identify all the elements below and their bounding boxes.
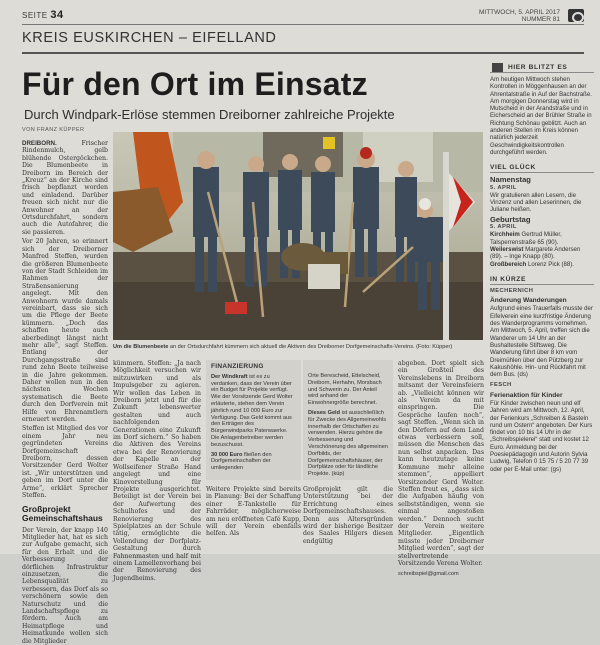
- issue-line: NUMMER 81: [479, 16, 560, 23]
- brief-text: Aufgrund eines Trauerfalls musste der Eifelverein eine kurzfristige Änderung des Wanderprogramms vornehmen. Am Mittwoch, 5. April, treffen sich die Wanderer um 14 Uhr an der Bushaltestelle Stiftsweg. Die Wanderung führt über 8 km vom Dreimühlen über den Pützberg zur Kakushöhle. Hin- und Rückfahrt mit dem Bus. (ds): [490, 305, 594, 378]
- birthday-item: [490, 261, 594, 268]
- masthead-divider: [22, 24, 584, 25]
- congratulations-box: [490, 162, 594, 268]
- speed-camera-title: HIER BLITZT ES: [508, 64, 567, 71]
- paragraph: abgeben. Dort spielt sich ein Großteil des Vereinslebens in Dreiborn mitsamt der Vereinsfeiern ab. „Vielleicht können wir als Verein da mit einspringen. Die Gespräche laufen noch“, sagt Steffen. „Wenn sich in den Dörfern auf dem Land etwas verbessern soll, müssen die Menschen das nun selbst anpacken. Das kann heutzutage keine Kommune mehr alleine stemmen“, appelliert Vorsitzender Gerd Wolter. Steffen freut es, „dass sich die Aufgaben häufig von selbstständigen, wenn sie einmal angestoßen werden.“ Dennoch sucht der Verein weitere Mitglieder. „Eigentlich müsste jeder Dreiborner Mitglied werden“, sagt der stellvertretende Vorsitzende Verena Wolter.: [398, 360, 484, 567]
- birthday-place: Weilerswist: [490, 246, 523, 253]
- article-column-5: [398, 360, 484, 550]
- brief-place: FESCH: [490, 382, 594, 389]
- caption-bold: Um die Blumenbeete: [113, 344, 168, 350]
- lead-paragraph: Frischer Rindenmulch, gelb blühende Ostergöckchen. Die Blumenbeete in Dreiborn im Bereich der „Kreuz“ an der Kirche sind frisch bepflanzt worden und einladend. Darüber freuen sich nicht nur die Anwohner an der Ortsdurchfahrt, sondern auch die Autofahrer, die sie passieren.: [22, 140, 108, 236]
- birthday-title: Geburtstag: [490, 216, 594, 223]
- nameday-text: Wir gratulieren allen Lesern, die Vinzenz und allen Leserinnen, die Juliane heißen.: [490, 192, 594, 214]
- infobox-bold: 30 000 Euro: [211, 452, 242, 458]
- birthday-item: [490, 231, 594, 246]
- speed-camera-text: Am heutigen Mittwoch stehen Kontrollen in Möggenhausen an der Ahrentalstraße in Auf der Bachstraße. Am morgigen Donnerstag wird in Mutscheid in der Arandstraße und in Eicherscheid an der Brühler Straße in Richtung Schönau geblitzt. Auch an anderen Stellen im Kreis können natürlich jederzeit Geschwindigkeitskontrollen durchgeführt werden.: [490, 76, 594, 156]
- article-column-2: [113, 360, 201, 550]
- article-photo: [113, 132, 483, 340]
- brief-place: MECHERNICH: [490, 288, 594, 295]
- birthday-text: Lorenz Pick (88).: [528, 261, 574, 268]
- financing-infobox: [206, 360, 301, 480]
- infobox-title: FINANZIERUNG: [211, 364, 296, 371]
- paragraph: Der Verein, der knapp 140 Mitglieder hat, hat es sich zur Aufgabe gemacht, sich für den Erhalt und die Verbesserung der dörflichen Infrastruktur einzusetzen, die Lebensqualität zu verbessern, das Dorf als so verschönern sowie den Naturschutz und die Landschaftspflege zu fördern. Auch am Heimatpflege und Heimatkunde wollen sich die Mitglieder: [22, 527, 108, 645]
- brief-text: Für Kinder zwischen neun und elf Jahren wird am Mittwoch, 12. April, der Ferienkurs „Schreiben & Basteln rund um Ostern“ angeboten. Der Kurs findet von 10 bis 14 Uhr in der „Schreibspielerei“ statt und kostet 12 Euro. Anmeldung bei der Poesiepädagogin und Autorin Sylvia Ludwig, Telefon 0 15 75 / 5 20 77 39 oder per E-Mail unter: (gs): [490, 400, 594, 473]
- subheading: Großprojekt Gemeinschaftshaus: [22, 505, 108, 524]
- paragraph: Vor 20 Jahren, so erinnert sich der Dreiborner Manfred Steffen, wurden die größeren Blumenbeete von der Stadt Schleiden im Rahmen der Straßensanierung angelegt. Mit den Anwohnern wurde damals vereinbart, dass sie sich um die Pflege der Beete kümmern. „Doch das schaffen heute auch aberbedingt längst nicht mehr alle“, sagt Steffen. Entlang der Durchgangsstraße sind rund zehn Beete teilweise in die Jahre gekommen. Daher wollen nun in den nächsten Wochen systematisch die Beete durch den Dorfverein mit Hilfe von Ehrenamtlern erneuert werden.: [22, 238, 108, 423]
- birthday-item: [490, 246, 594, 261]
- section-divider: [22, 52, 584, 54]
- article-column-3: [206, 486, 301, 550]
- article-byline: VON FRANZ KÜPPER: [22, 127, 84, 133]
- financing-infobox-col2: [303, 360, 393, 480]
- infobox-bold: Dieses Geld: [308, 410, 340, 416]
- news-sidebar: [490, 62, 594, 550]
- article-column-4: [303, 486, 393, 550]
- brief-heading: Änderung Wanderungen: [490, 297, 594, 304]
- dateline: DREIBORN.: [22, 140, 57, 147]
- page-number-value: 34: [50, 9, 63, 21]
- nameday-date: 5. APRIL: [490, 185, 594, 192]
- birthday-date: 5. APRIL: [490, 224, 594, 231]
- speed-camera-box: [490, 62, 594, 156]
- issue-date: [479, 9, 560, 23]
- infobox-bold: Der Windkraft: [211, 374, 248, 380]
- speed-camera-icon: [492, 63, 503, 72]
- birthday-text: Margarete Andersen (89). – Inge Knapp (80).: [490, 246, 580, 260]
- caption-text: an der Ortsdurchfahrt kümmern sich aktuell die Aktiven des Dreiborner Dorfgemeinschafts-Vereins. (Foto: Küpper): [170, 344, 452, 350]
- infobox-text: fließen den Dorfgemeinschaften der umliegenden: [211, 452, 272, 472]
- nameday-title: Namenstag: [490, 176, 594, 183]
- page-number: [22, 9, 64, 21]
- paragraph: kümmern. Steffen: „Ja nach Möglichkeit versuchen wir mitzuwirken und als Impulsgeber zu agieren. Wir wollen das Leben in Dreiborn jetzt und für die Zukunft lebenswerter gestalten und auch nachfolgenden Generationen eine Zukunft im Dorf sichern.“ So haben die Aktiven des Vereins etwa bei der Renovierung der Kapelle an der Wollseifener Straße Hand angelegt und eine Kinovorstellung für Projekte ausgerichtet. Beteiligt ist der Verein bei der Aufwertung des Schulhofes und der Renovierung des Spielplatzes an der Schule tätig, ermöglichte die Vollendung der Dorfplatz-Gestaltung durch Fahnenmasten und half mit einem Lamellenvorhang bei der Renovierung des Jugendheims.: [113, 360, 201, 582]
- section-title: KREIS EUSKIRCHEN – EIFELLAND: [22, 30, 277, 46]
- page-label: SEITE: [22, 11, 48, 20]
- birthday-place: Kirchheim: [490, 231, 520, 238]
- congratulations-title: VIEL GLÜCK: [490, 162, 594, 173]
- infobox-text: ist ausschließlich für Zwecke des Allgemeinwohls innerhalb der Ortschaften zu verwenden. Hierzu gehöre die Verbesserung und Verschönerung des allgemeinen Dorfbilds, der Dorfgemeinschaftshäuser, der Dorfplätze oder für ländliche Projekte. (küp): [308, 410, 388, 477]
- article-subheadline: Durch Windpark-Erlöse stemmen Dreiborner zahlreiche Projekte: [24, 107, 395, 122]
- birthday-place: Großbereich: [490, 261, 526, 268]
- masthead: [22, 9, 584, 22]
- paragraph: Großprojekt gilt die Unterstützung bei der Errichtung eines Dorfgemeinschaftshauses. Denn aus Altersgründen wird der bisherige Besitzer des Saales Hilgers diesen endgültig: [303, 486, 393, 545]
- paragraph: Weitere Projekte sind bereits in Planung: Bei der Schaffung einer E-Tankstelle für Fahrräder, möglicherweise am neu eröffneten Café Kupp, will der Verein ebenfalls helfen. Als: [206, 486, 301, 538]
- paragraph: Steffen ist Mitglied des vor einem Jahr neu gegründeten Vereins Dorfgemeinschaft Dreiborn, dessen Vorsitzender Gerd Wolter ist. „Wir unterstützen und geben im Dorf unter die Arme“, erklärt Sprecher Steffen.: [22, 425, 108, 499]
- brief-heading: Ferienaktion für Kinder: [490, 392, 594, 399]
- birthday-text: Gertrud Müller, Talsperrenstraße 65 (90).: [490, 231, 562, 245]
- article-headline: Für den Ort im Einsatz: [22, 66, 368, 103]
- newspaper-logo-icon: [568, 9, 584, 22]
- date-line: MITTWOCH, 5. APRIL 2017: [479, 9, 560, 16]
- infobox-text: ist es zu verdanken, dass der Verein über ein Budget für Projekte verfügt. Wie der Vorsitzende Gerd Wolter erläuterte, stehen dem Verein jährlich rund 10 000 Euro zur Verfügung. Das Geld kommt aus den Erträgen des Bürgerwindparks Paterwaerke. Die Anlagenbetreiber werden bezuschusst.: [211, 374, 293, 448]
- briefs-box: [490, 274, 594, 473]
- briefs-title: IN KÜRZE: [490, 274, 594, 285]
- photo-caption: [113, 344, 483, 351]
- infobox-text: Orte Berescheid, Ettelscheid, Dreiborn, Herhahn, Morsbach und Schwerin zu. Der Anteil wird anhand der Einwohnergröße berechnet.: [308, 373, 388, 407]
- article-column-1: [22, 140, 108, 550]
- speed-camera-header: [490, 62, 594, 73]
- contact-email: schreibspiel@gmail.com: [398, 571, 484, 578]
- volunteers-photo: [113, 132, 483, 340]
